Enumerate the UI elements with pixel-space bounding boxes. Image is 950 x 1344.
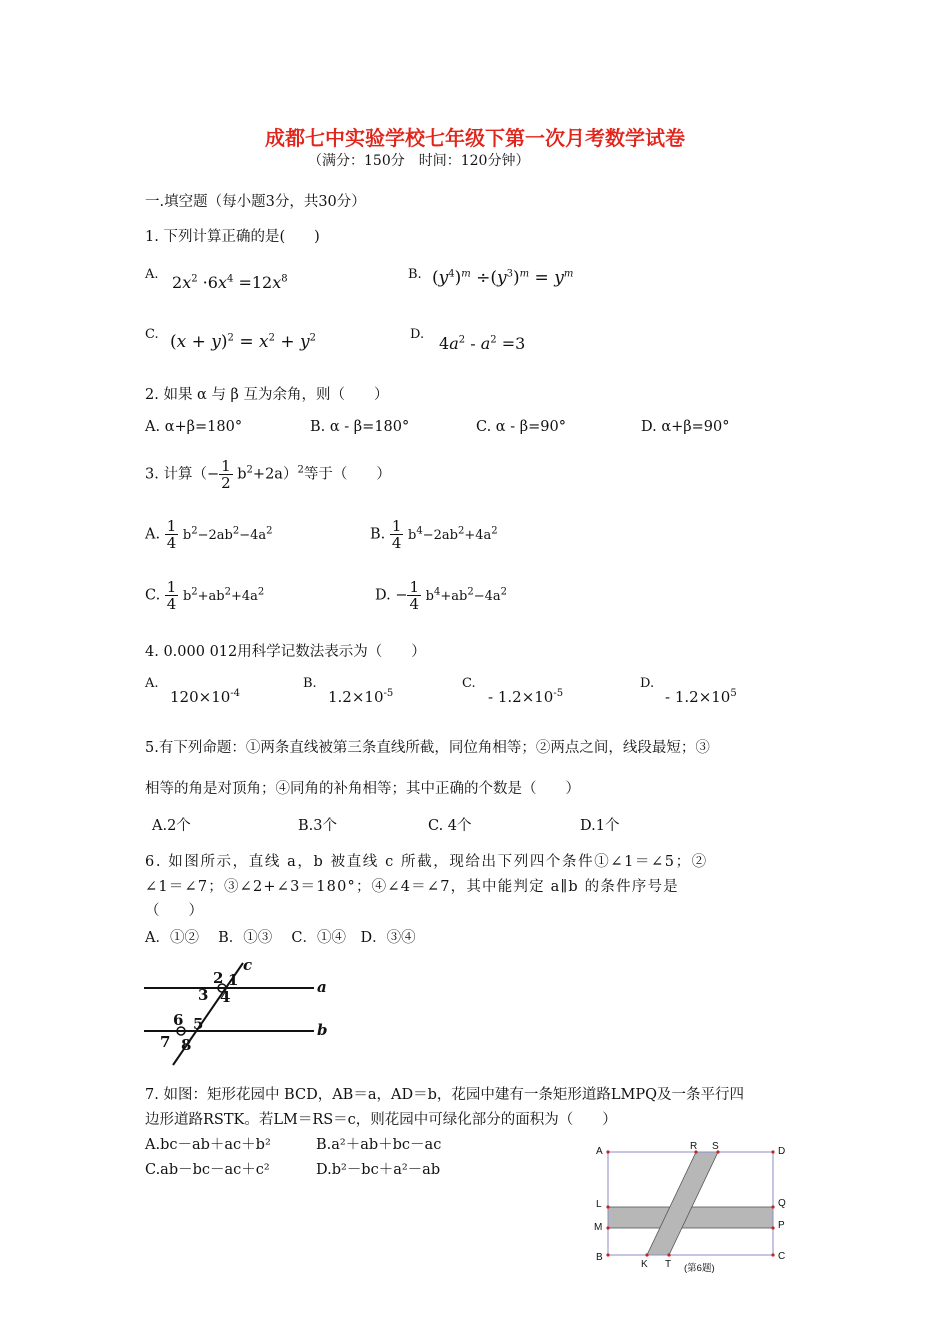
q7-figure (588, 1136, 798, 1281)
point-t (667, 1253, 670, 1256)
q1-label-a: A. (145, 267, 159, 282)
fig7-label-c: C (778, 1251, 786, 1262)
q7-option-a: A.bc－ab＋ac＋b² (145, 1137, 271, 1153)
fig6-angle-3: 3 (198, 986, 209, 1004)
q2-option-c: C. α - β=90° (476, 419, 566, 435)
q5-option-d: D.1个 (580, 818, 620, 834)
fig7-label-m: M (594, 1222, 603, 1233)
q3-stem: 3. 计算（− $\frac{1}{2}$ $b^2+2a)^2$等于（ ） (145, 457, 391, 492)
q7-line-1: 7. 如图：矩形花园中 BCD，AB＝a，AD＝b，花园中建有一条矩形道路LMPQ及一条平行四 (145, 1087, 744, 1103)
fig6-label-a: a (317, 978, 327, 996)
q1-formula-c: $(x + y)^2 = x^2 + y^2$ (170, 332, 316, 352)
q4-stem: 4. 0.000 012用科学记数法表示为（ ） (145, 644, 426, 660)
road-rstk (647, 1152, 718, 1255)
point-q (771, 1205, 774, 1208)
q4-label-b: B. (303, 676, 317, 691)
fig7-label-s: S (712, 1141, 719, 1152)
fig7-label-k: K (641, 1259, 648, 1270)
point-c (771, 1253, 774, 1256)
q5-option-b: B.3个 (298, 818, 337, 834)
q2-option-b: B. α - β=180° (310, 419, 410, 435)
q3-option-b: B. $\frac{1}{4}$ $b^4-2ab^2+4a^2$ (370, 517, 498, 552)
q4-formula-c: - $1.2\times 10^{-5}$ (488, 688, 564, 706)
q6-line-2: ∠1＝∠7；③∠2+∠3＝180°；④∠4＝∠7，其中能判定 a∥b 的条件序号是 (145, 879, 679, 895)
fig7-label-d: D (778, 1146, 786, 1157)
q7-option-c: C.ab－bc－ac＋c² (145, 1162, 270, 1178)
q1-label-c: C. (145, 327, 159, 342)
fig7-label-a: A (596, 1146, 603, 1157)
q1-stem: 1. 下列计算正确的是( ) (145, 229, 320, 245)
q5-option-c: C. 4个 (428, 818, 472, 834)
point-a (606, 1150, 609, 1153)
q1-formula-a: $2x^2 \cdot 6x^4 =12x^8$ (172, 273, 288, 292)
q7-line-2: 边形道路RSTK。若LM＝RS＝c，则花园中可绿化部分的面积为（ ） (145, 1112, 617, 1128)
q3-option-d: D. − $\frac{1}{4}$ $b^4+ab^2-4a^2$ (375, 578, 507, 613)
point-d (771, 1150, 774, 1153)
q3-option-a: A. $\frac{1}{4}$ $b^2-2ab^2-4a^2$ (145, 517, 273, 552)
fig7-label-q: Q (778, 1198, 786, 1209)
q1-formula-d: $4a^2 - a^2 =3$ (439, 334, 526, 353)
q4-label-a: A. (145, 676, 159, 691)
q5-line-2: 相等的角是对顶角；④同角的补角相等；其中正确的个数是（ ） (145, 781, 580, 797)
point-l (606, 1205, 609, 1208)
fig7-caption: (第6题) (684, 1263, 715, 1274)
q1-label-d: D. (410, 327, 425, 342)
q2-option-d: D. α+β=90° (641, 419, 730, 435)
q1-label-b: B. (408, 267, 422, 282)
fig6-angle-6: 6 (173, 1011, 184, 1029)
paper-subtitle: （满分：150分 时间：120分钟） (308, 153, 530, 169)
q7-option-d: D.b²－bc＋a²－ab (316, 1162, 441, 1178)
fig7-label-b: B (596, 1252, 603, 1263)
fig6-angle-8: 8 (181, 1036, 192, 1054)
q4-formula-a: $120\times 10^{-4}$ (170, 688, 241, 706)
fig7-label-l: L (596, 1199, 602, 1210)
paper-title: 成都七中实验学校七年级下第一次月考数学试卷 (265, 126, 685, 150)
q6-options: A．①② B．①③ C．①④ D．③④ (145, 930, 416, 946)
q4-label-d: D. (640, 676, 655, 691)
point-p (771, 1226, 774, 1229)
fig7-label-t: T (665, 1259, 672, 1270)
fig7-label-p: P (778, 1220, 785, 1231)
fig6-angle-2: 2 (213, 969, 224, 987)
q5-line-1: 5.有下列命题：①两条直线被第三条直线所截，同位角相等；②两点之间，线段最短；③ (145, 740, 710, 756)
fig6-angle-4: 4 (220, 988, 231, 1006)
fig6-label-c: c (243, 956, 253, 974)
fig6-angle-7: 7 (160, 1033, 171, 1051)
q2-stem: 2. 如果 α 与 β 互为余角，则（ ） (145, 387, 389, 403)
q4-label-c: C. (462, 676, 476, 691)
q2-option-a: A. α+β=180° (145, 419, 243, 435)
q6-line-3: （ ） (145, 903, 203, 919)
q4-formula-d: - $1.2\times 10^5$ (665, 688, 737, 706)
fig7-label-r: R (690, 1141, 698, 1152)
q5-option-a: A.2个 (152, 818, 191, 834)
fig6-label-b: b (317, 1021, 328, 1039)
q6-line-1: 6. 如图所示，直线 a，b 被直线 c 所截，现给出下列四个条件①∠1＝∠5；② (145, 854, 708, 870)
fig6-angle-5: 5 (193, 1015, 204, 1033)
section-heading: 一.填空题（每小题3分，共30分） (145, 194, 366, 210)
q6-figure (140, 955, 340, 1070)
q3-option-c: C. $\frac{1}{4}$ $b^2+ab^2+4a^2$ (145, 578, 265, 613)
point-k (645, 1253, 648, 1256)
q7-option-b: B.a²＋ab＋bc－ac (316, 1137, 442, 1153)
point-b (606, 1253, 609, 1256)
q1-formula-b: $(y^4)^m \div(y^3)^m = y^m$ (432, 268, 574, 288)
q4-formula-b: $1.2\times 10^{-5}$ (328, 688, 394, 706)
fig6-angle-1: 1 (228, 971, 239, 989)
point-m (606, 1226, 609, 1229)
